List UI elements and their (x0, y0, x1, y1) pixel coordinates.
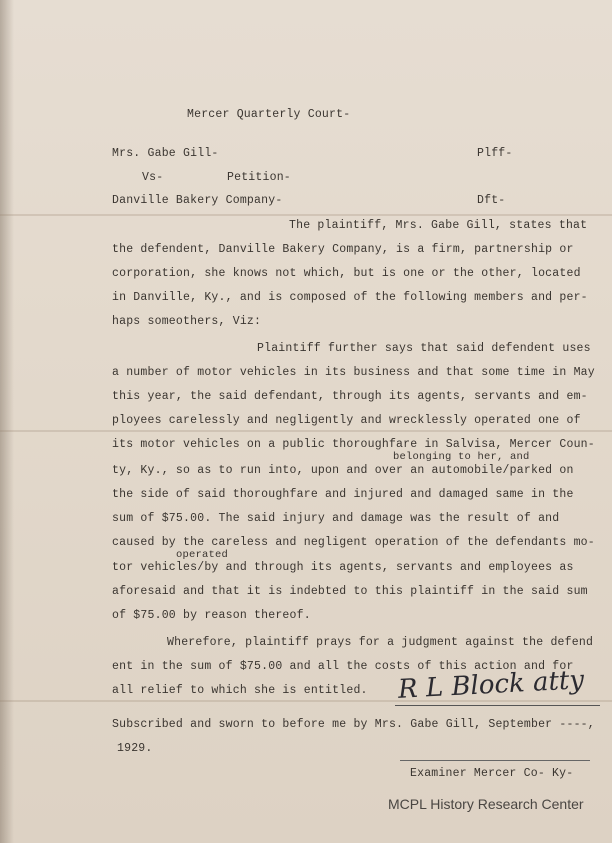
examiner-signature-line (400, 760, 590, 761)
court-name: Mercer Quarterly Court- (187, 108, 351, 121)
examiner-title: Examiner Mercer Co- Ky- (410, 767, 574, 780)
body-line: all relief to which she is entitled. (112, 684, 368, 697)
paper-edge-shadow (0, 0, 14, 843)
paper-fold (0, 700, 612, 702)
jurat-year: 1929. (117, 742, 153, 755)
body-line: Wherefore, plaintiff prays for a judgment against the defend (167, 636, 594, 649)
plaintiff-name: Mrs. Gabe Gill- (112, 147, 219, 160)
body-line: a number of motor vehicles in its business and that some time in May (112, 366, 595, 379)
body-line: ent in the sum of $75.00 and all the costs of this action and for (112, 660, 574, 673)
body-line: caused by the careless and negligent operation of the defendants mo- (112, 536, 595, 549)
body-line: haps someothers, Viz: (112, 315, 262, 328)
body-line: this year, the said defendant, through its agents, servants and em- (112, 390, 588, 403)
interlined-insert: operated (176, 549, 229, 561)
body-line: The plaintiff, Mrs. Gabe Gill, states that (289, 219, 588, 232)
paper-fold (0, 430, 612, 432)
body-line: ty, Ky., so as to run into, upon and over an automobile/parked on (112, 464, 574, 477)
jurat-line: Subscribed and sworn to before me by Mrs. Gabe Gill, September ----, (112, 718, 595, 731)
body-line: the side of said thoroughfare and injured and damaged same in the (112, 488, 574, 501)
versus-label: Vs- (142, 171, 164, 184)
paper-fold (0, 214, 612, 216)
interlined-insert: belonging to her, and (393, 451, 530, 463)
body-line: sum of $75.00. The said injury and damage was the result of and (112, 512, 560, 525)
body-line: aforesaid and that it is indebted to this plaintiff in the said sum (112, 585, 588, 598)
body-line: tor vehicles/by and through its agents, servants and employees as (112, 561, 574, 574)
body-line: corporation, she knows not which, but is one or the other, located (112, 267, 581, 280)
archive-watermark: MCPL History Research Center (388, 796, 584, 812)
plaintiff-tag: Plff- (477, 147, 513, 160)
body-line: of $75.00 by reason thereof. (112, 609, 311, 622)
signature-line (395, 705, 600, 706)
body-line: in Danville, Ky., and is composed of the following members and per- (112, 291, 588, 304)
body-line: Plaintiff further says that said defendent uses (257, 342, 591, 355)
attorney-signature: R L Block atty (397, 665, 585, 705)
body-line: its motor vehicles on a public thoroughfare in Salvisa, Mercer Coun- (112, 438, 595, 451)
defendant-tag: Dft- (477, 194, 506, 207)
document-type: Petition- (227, 171, 291, 184)
defendant-name: Danville Bakery Company- (112, 194, 283, 207)
body-line: ployees carelessly and negligently and wrecklessly operated one of (112, 414, 581, 427)
body-line: the defendent, Danville Bakery Company, is a firm, partnership or (112, 243, 574, 256)
